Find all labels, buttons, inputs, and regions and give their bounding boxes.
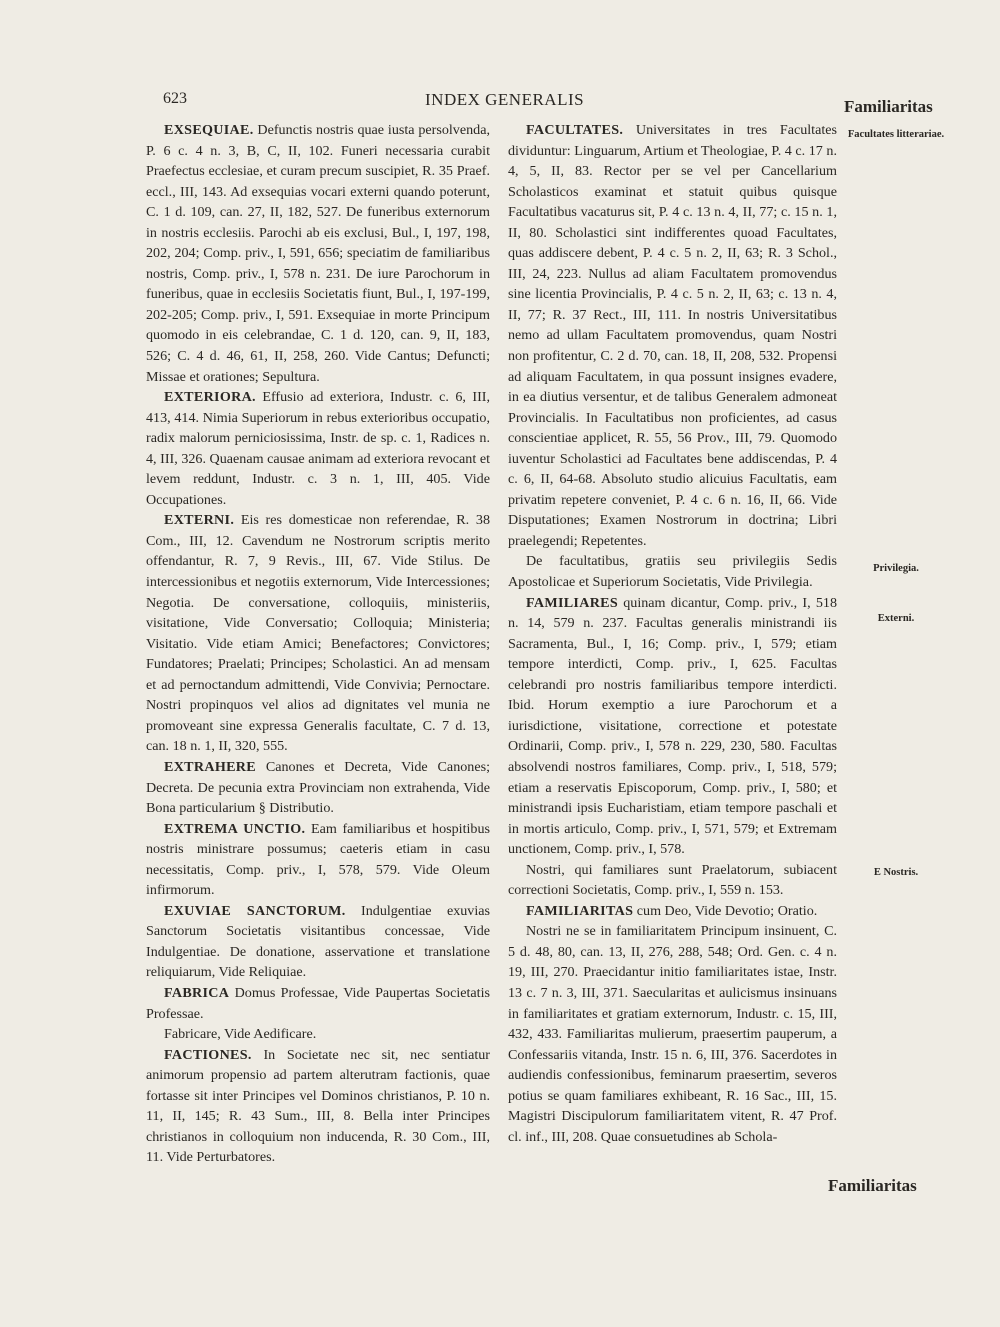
entry-extrahere xyxy=(146,757,490,819)
entry-head: FAMILIARITAS xyxy=(526,902,634,919)
entry-exsequiae xyxy=(146,120,490,387)
entry-head: FAMILIARES xyxy=(526,594,619,611)
margin-note-externi: Externi. xyxy=(877,613,915,624)
entry-text: Defunctis nostris quae iusta persolvenda, P. 6 c. 4 n. 3, B, C, II, 102. Funeri necessaria curabit Praefectus ecclesiae, et curam precum suscipiet, R. 35 Praef. eccl., III, 143. Ad exsequias vocari externi quando poterunt, C. 1 d. 109, can. 27, II, 182, 527. De funeribus externorum in nostris ecclesiis. Parochi ab eis exclusi, Bul., I, 197, 198, 202, 204; Comp. priv., I, 591, 656; speciatim de familiaribus nostris, Comp. priv., I, 578 n. 231. De iure Parochorum in funeribus, quae in ecclesiis Societatis fiunt, Bul., I, 197-199, 202-205; Comp. priv., I, 591. Exsequiae in morte Principum quomodo in eis celebrandae, C. 1 d. 120, can. 9, II, 183, 526; C. 4 d. 46, 61, II, 258, 260. Vide Cantus; Defuncti; Missae et orationes; Sepultura. xyxy=(146,122,490,385)
entry-head: EXTERNI. xyxy=(164,512,235,529)
entry-familiares xyxy=(508,593,837,860)
entry-text: Fabricare, Vide Aedificare. xyxy=(164,1026,317,1043)
entry-head: FACULTATES. xyxy=(526,122,624,138)
entry-text: Canones et Decreta, Vide Canones; Decreta. De pecunia extra Provinciam non extrahenda, Vide Bona particularium § Distributio. xyxy=(146,758,490,817)
entry-text: Effusio ad exteriora, Industr. c. 6, III, 413, 414. Nimia Superiorum in rebus exterioribus occupatio, radix malorum perniciosissima, Instr. de sp. c. 1, Radices n. 4, III, 326. Quaenam causae animam ad exteriora revocant et levem reddunt, Industr. c. 3 n. 1, III, 405. Vide Occupationes. xyxy=(146,389,490,508)
margin-note-facultates: Facultates litterariae. xyxy=(847,129,945,140)
margin-note-privilegia: Privilegia. xyxy=(873,563,919,574)
page-number: 623 xyxy=(163,90,187,107)
entry-head: EXTRAHERE xyxy=(164,758,256,775)
entry-text: quinam dicantur, Comp. priv., I, 518 n. 14, 579 n. 237. Facultas generalis ministrandi iis Sacramenta, Bul., I, 16; Comp. priv., I, 579; etiam tempore interdicti, Comp. priv., I, 625. Facultas celebrandi pro nostris familiaribus tempore interdicti. Ibid. Horum exemptio a iure Parochorum et a iurisdictione, visitatione, correctione et potestate Ordinarii, Comp. priv., I, 578 n. 229, 230, 580. Facultas absolvendi nostros familiares, Comp. priv., I, 518, 579; etiam a reservatis Episcoporum, Comp. priv., I, 580; et ministrandi ipsis Eucharistiam, etiam tempore paschali et in mortis articulo, Comp. priv., I, 571, 579; et Extremam unctionem, Comp. priv., I, 578. xyxy=(508,594,837,858)
entry-fabricare xyxy=(146,1024,490,1045)
entry-externi xyxy=(146,510,490,757)
entry-fabrica xyxy=(146,983,490,1024)
entry-head: EXTERIORA. xyxy=(164,389,256,406)
catchword-top: Familiaritas xyxy=(844,97,933,116)
entry-familiares-nostri xyxy=(508,860,837,901)
entry-text: Universitates in tres Facultates dividuntur: Linguarum, Artium et Theologiae, P. 4 c. 17 n. 4, 5, II, 83. Rector per se vel per Cancellarium Scholasticos examinat et statuit quibus quisque Facultatibus vacaturus sit, P. 4 c. 13 n. 4, II, 77; c. 15 n. 1, II, 80. Scholastici sint indifferentes quoad Facultates, quas addiscere debent, P. 4 c. 5 n. 2, II, 63; R. 3 Schol., III, 24, 223. Nullus ad aliam Facultatem promovendus sine licentia Provincialis, P. 4 c. 5 n. 2, II, 63; c. 13 n. 4, II, 77; R. 37 Rect., III, 111. In nostris Universitatibus nemo ad ullam Facultatem promovendus, quam Nostri non profitentur, C. 2 d. 70, can. 18, II, 208, 532. Propensi ad aliquam Facultatem, in qua possunt insignes evadere, in ea diutius versentur, et de talibus Generalem admoneat Provincialis. In Facultatibus non proficientes, ad casus conscientiae applicet, R. 55, 56 Prov., III, 79. Quomodo iuventur Scholastici ad Facultates bene addiscendas, P. 4 c. 6, II, 64-68. Absoluto studio alicuius Facultatis, eam privatim repetere conveniet, P. 4 c. 6 n. 16, II, 66. Vide Disputationes; Examen Nostrorum in doctrina; Libri praelegendi; Repetentes. xyxy=(508,122,837,549)
entry-text: Domus Professae, Vide Paupertas Societatis Professae. xyxy=(146,984,490,1022)
entry-familiaritas-principum xyxy=(508,921,837,1147)
entry-exteriora xyxy=(146,387,490,510)
entry-text: cum Deo, Vide Devotio; Oratio. xyxy=(636,902,818,919)
entry-text: De facultatibus, gratiis seu privilegiis Sedis Apostolicae et Superiorum Societatis, Vide Privilegia. xyxy=(508,553,837,591)
entry-text: Nostri ne se in familiaritatem Principum insinuent, C. 5 d. 48, 80, can. 13, II, 276, 288, 548; Ord. Gen. c. 4 n. 19, III, 270. Praecidantur initio familiaritates istae, Instr. 13 c. 7 n. 3, III, 371. Saecularitas et aulicismus insinuans in familiaritates et gratiam externorum, Industr. c. 15, III, 432, 433. Familiaritas mulierum, praesertim pauperum, a Confessariis vitanda, Instr. 15 n. 6, III, 376. Sacerdotes in audiendis confessionibus, feminarum praesertim, severos potius se quam familiares exhibeant, R. 16 Sac., III, 15. Magistri Discipulorum familiaritatem vitent, R. 47 Prof. cl. inf., III, 208. Quae consuetudines ab Schola- xyxy=(508,923,837,1145)
entry-text: In Societate nec sit, nec sentiatur animorum propensio ad partem alterutram factionis, quae fortasse sit inter Principes vel Dominos christianos, P. 10 n. 11, II, 145; R. 43 Sum., III, 8. Bella inter Principes christianos in colloquium non inducenda, R. 30 Com., III, 11. Vide Perturbatores. xyxy=(146,1046,490,1166)
entry-facultates-privilegia xyxy=(508,551,837,592)
entry-text: Eam familiaribus et hospitibus nostris ministrare possumus; caeteris etiam in casu necessitatis, Comp. priv., I, 578, 579. Vide Oleum infirmorum. xyxy=(146,820,490,899)
catchword-bottom: Familiaritas xyxy=(828,1176,917,1195)
left-column xyxy=(146,120,490,1168)
entry-text: Indulgentiae exuvias Sanctorum Societatis visitantibus concessae, Vide Indulgentiae. De donatione, asservatione et translatione reliquiarum, Vide Reliquiae. xyxy=(146,902,490,981)
entry-head: EXSEQUIAE. xyxy=(164,122,254,138)
entry-extrema-unctio xyxy=(146,819,490,901)
margin-note-e-nostris: E Nostris. xyxy=(873,867,919,878)
entry-factiones xyxy=(146,1045,490,1168)
entry-text: Nostri, qui familiares sunt Praelatorum, subiacent correctioni Societatis, Comp. priv., I, 559 n. 153. xyxy=(508,861,837,899)
entry-head: EXTREMA UNCTIO. xyxy=(164,820,306,837)
entry-head: FABRICA xyxy=(164,984,230,1001)
right-column xyxy=(508,120,837,1147)
entry-head: FACTIONES. xyxy=(164,1046,252,1063)
running-title: INDEX GENERALIS xyxy=(425,90,585,109)
entry-head: EXUVIAE SANCTORUM. xyxy=(164,902,346,919)
entry-familiaritas xyxy=(508,901,837,922)
entry-text: Eis res domesticae non referendae, R. 38 Com., III, 12. Cavendum ne Nostrorum scriptis merito offendantur, R. 7, 9 Revis., III, 67. Vide Stilus. De intercessionibus et negotiis externorum, Vide Intercessiones; Negotia. De conversatione, colloquiis, ministeriis, visitatione, Vide Conversatio; Colloquia; Ministeria; Visitatio. Vide etiam Amici; Benefactores; Convictores; Fundatores; Praelati; Principes; Scholastici. An ad mensam et ad pernoctandum admittendi, Vide Convivia; Pernoctare. Nostri propinquos vel alios ad dignitates vel munia ne promoveant sine expressa Generalis facultate, C. 7 d. 13, can. 18 n. 1, II, 320, 555. xyxy=(146,512,490,755)
entry-facultates xyxy=(508,120,837,551)
entry-exuviae-sanctorum xyxy=(146,901,490,983)
